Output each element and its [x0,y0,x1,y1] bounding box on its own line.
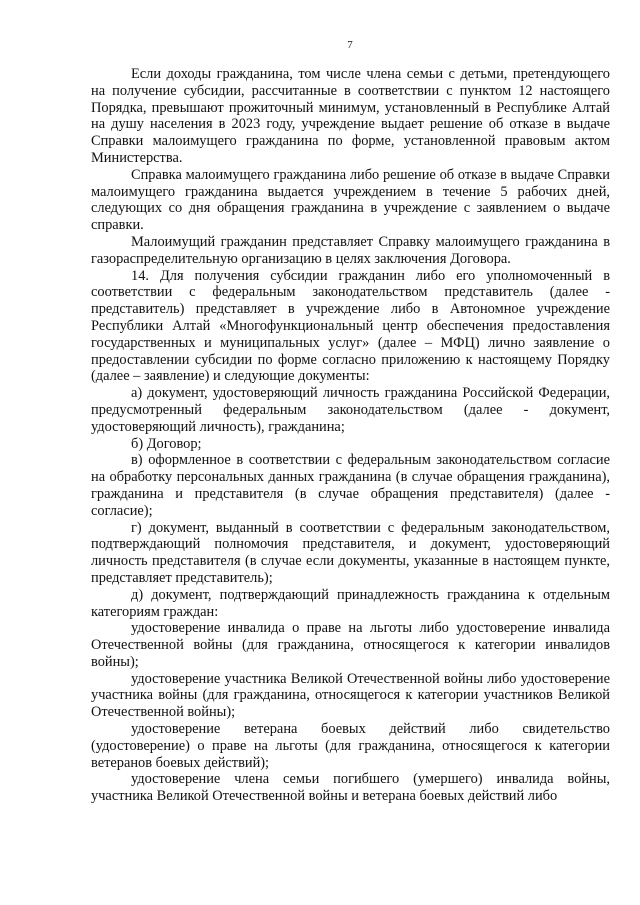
document-body [91,66,610,805]
list-item-b: б) Договор; [131,435,202,452]
category-combat-veteran: удостоверение ветерана боевых действий либо свидетельство (удостоверение) о праве на льготы (для гражданина, относящегося к категории ветеранов боевых действий); [91,721,610,771]
list-item-g: г) документ, выданный в соответствии с федеральным законодательством, подтверждающий полномочия представителя, и документ, удостоверяющий личность представителя (в случае если документы, указанные в настоящем пункте, представляет представитель); [91,519,610,586]
paragraph-certificate-issue-term: Справка малоимущего гражданина либо решение об отказе в выдаче Справки малоимущего гражданина выдается учреждением в течение 5 рабочих дней, следующих со дня обращения гражданина в учреждение с заявлением о выдаче справки. [91,166,610,234]
category-disabled-person: удостоверение инвалида о праве на льготы либо удостоверение инвалида Отечественной войны (для гражданина, относящегося к категории инвалидов войны); [91,620,610,670]
list-item-d: д) документ, подтверждающий принадлежность гражданина к отдельным категориям граждан: [91,586,610,620]
paragraph-income-exceeds-minimum: Если доходы гражданина, том числе члена семьи с детьми, претендующего на получение субсидии, рассчитанные в соответствии с пунктом 12 настоящего Порядка, превышают прожиточный минимум, установленный в Республике Алтай на душу населения в 2023 году, учреждение выдает решение об отказе в выдаче Справки малоимущего гражданина по форме, установленной правовым актом Министерства. [91,66,610,166]
category-war-participant: удостоверение участника Великой Отечественной войны либо удостоверение участника войны (для гражданина, относящегося к категории участников Великой Отечественной войны); [91,670,610,721]
paragraph-clause-14: 14. Для получения субсидии гражданин либо его уполномоченный в соответствии с федеральным законодательством представитель (далее - представитель) представляет в учреждение либо в Автономное учреждение Республики Алтай «Многофункциональный центр обеспечения предоставления государственных и муниципальных услуг» (далее – МФЦ) лично заявление о предоставлении субсидии по форме согласно приложению к настоящему Порядку (далее – заявление) и следующие документы: [91,267,610,385]
page-number: 7 [347,39,353,51]
list-item-a: а) документ, удостоверяющий личность гражданина Российской Федерации, предусмотренный федеральным законодательством (далее - документ, удостоверяющий личность), гражданина; [91,385,610,435]
paragraph-certificate-to-gas-org: Малоимущий гражданин представляет Справку малоимущего гражданина в газораспределительную организацию в целях заключения Договора. [91,233,610,267]
list-item-v: в) оформленное в соответствии с федеральным законодательством согласие на обработку персональных данных гражданина (в случае обращения гражданина), гражданина и представителя (в случае обращения представителя) (далее - согласие); [91,452,610,519]
category-family-member: удостоверение члена семьи погибшего (умершего) инвалида войны, участника Великой Отечественной войны и ветерана боевых действий либо [91,771,610,805]
